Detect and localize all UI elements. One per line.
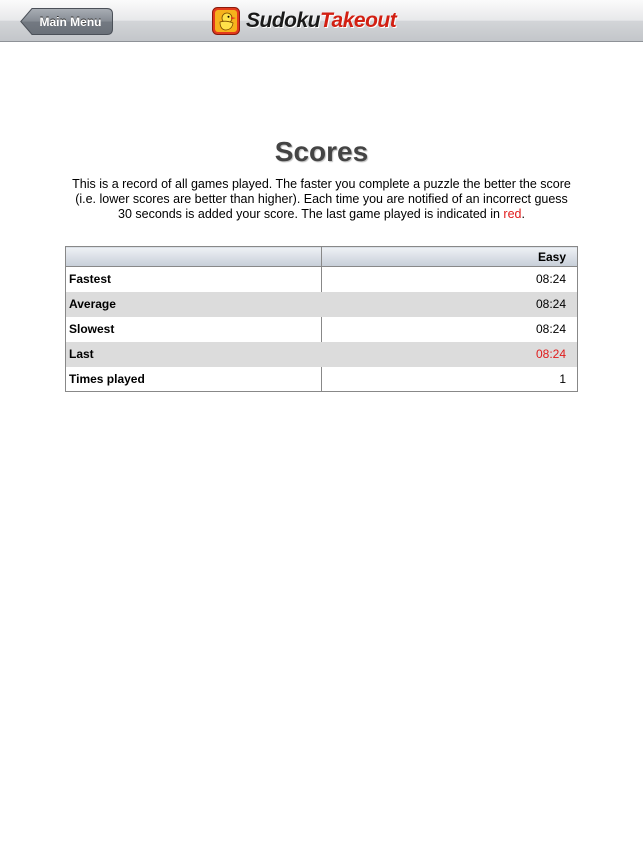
row-value: 1 <box>559 371 566 386</box>
row-value: 08:24 <box>535 322 566 336</box>
table-header-row <box>66 247 578 267</box>
description-text: This is a record of all games played. The faster you complete a puzzle the better the score (i.e. lower scores are better than higher). Each time you are notified of an incorrect guess 30 seconds is added your score. The last game played is indicated in <box>72 177 571 221</box>
row-label: Fastest <box>66 267 322 292</box>
main-menu-button[interactable] <box>20 8 113 35</box>
row-label: Average <box>66 292 322 317</box>
app-title-takeout: Takeout <box>320 9 397 32</box>
header-label-column <box>66 247 322 267</box>
navigation-bar <box>0 0 643 42</box>
description-red-word: red <box>503 207 522 221</box>
table-row-slowest <box>66 317 578 342</box>
main-menu-label: Main Menu <box>39 14 102 29</box>
table-row-times-played <box>66 367 578 392</box>
row-label: Times played <box>66 367 322 392</box>
row-value: 08:24 <box>535 272 566 287</box>
row-value: 08:24 <box>322 292 578 317</box>
app-brand <box>212 5 444 37</box>
scores-table <box>65 246 578 392</box>
page-title: Scores <box>274 136 369 167</box>
row-label: Last <box>66 342 322 367</box>
table-row-fastest <box>66 267 578 292</box>
table-row-last <box>66 342 578 367</box>
duck-logo-icon <box>212 7 240 35</box>
scores-description <box>70 177 573 222</box>
app-title-sudoku: Sudoku <box>246 9 320 32</box>
header-easy-column: Easy <box>322 247 578 267</box>
description-end: . <box>521 207 525 221</box>
row-value-last-highlighted: 08:24 <box>322 342 578 367</box>
row-label: Slowest <box>66 317 322 342</box>
table-row-average <box>66 292 578 317</box>
app-title <box>246 9 396 33</box>
